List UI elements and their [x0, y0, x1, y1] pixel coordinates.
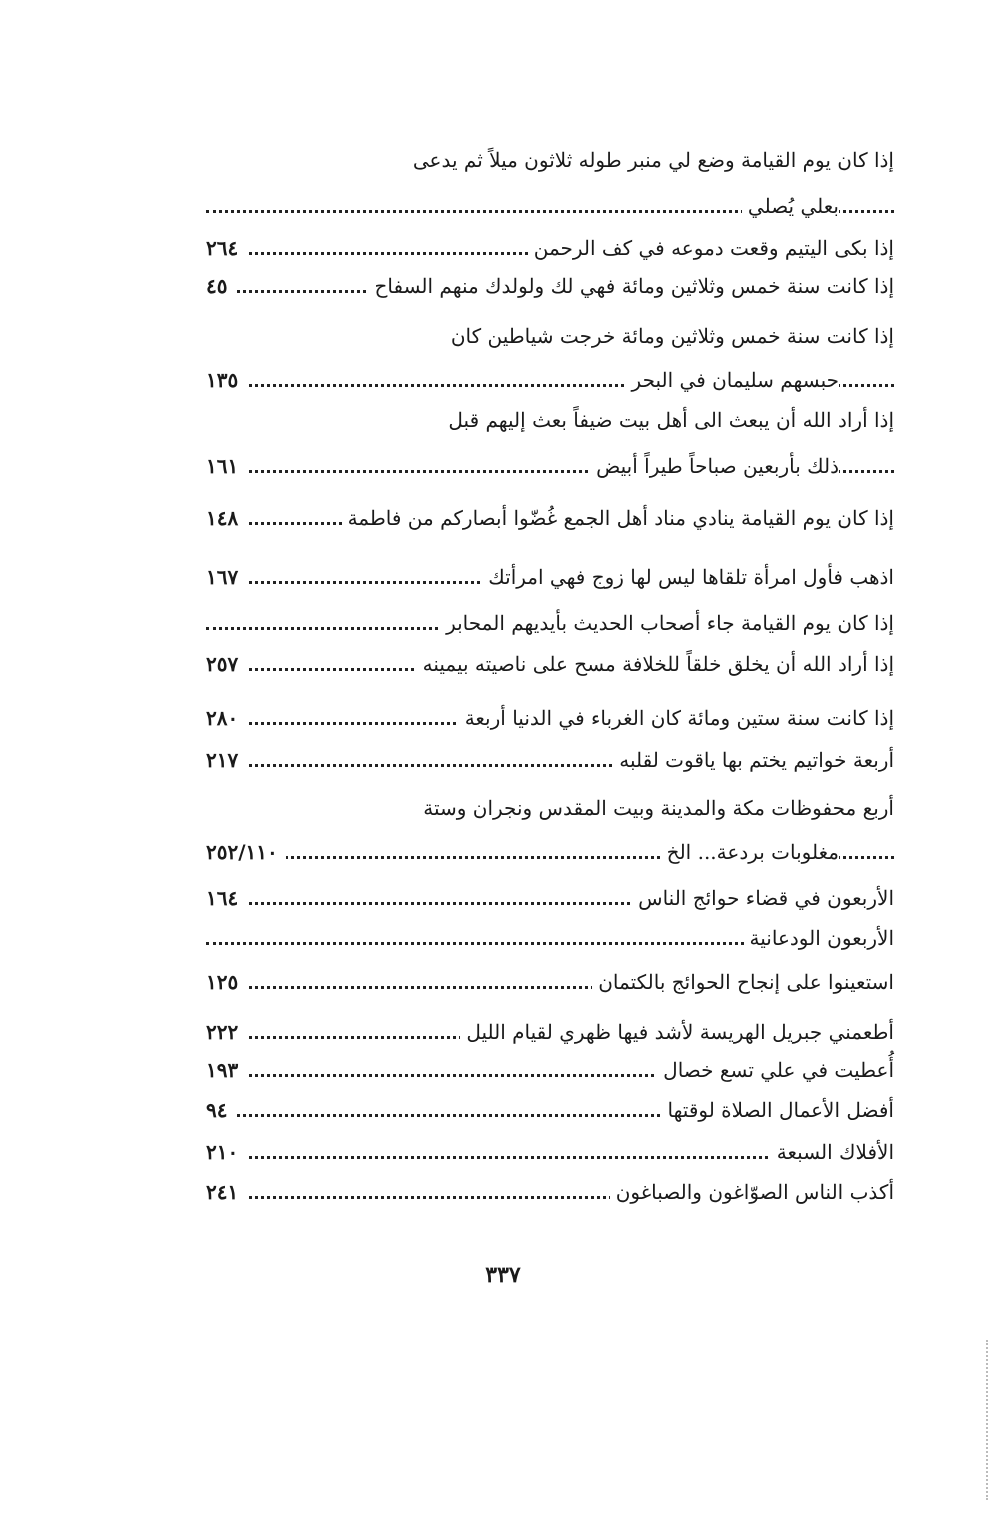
page-reference: ٢٥٢/١١٠ — [206, 838, 286, 866]
page-reference: ١٢٥ — [206, 968, 246, 996]
entry-line — [206, 1012, 894, 1052]
entry-line — [206, 962, 894, 1002]
page-reference: ٩٤ — [206, 1096, 235, 1124]
page-reference: ١٦٤ — [206, 884, 246, 912]
entry-line — [206, 140, 894, 180]
entry-line — [206, 698, 894, 738]
entry-line — [206, 557, 894, 597]
entry-line — [206, 1132, 894, 1172]
entry-text: أكذب الناس الصوّاغون والصباغون — [610, 1178, 894, 1206]
entry-text: مغلوبات بردعة... الخ — [661, 838, 839, 866]
page-reference: ١٤٨ — [206, 504, 246, 532]
entry-line — [206, 788, 894, 828]
entry-line — [206, 740, 894, 780]
entry-line — [206, 266, 894, 306]
entry-text: إذا كان يوم القيامة وضع لي منبر طوله ثلاثون ميلاً ثم يدعى — [407, 146, 894, 174]
entry-continuation-line — [206, 446, 894, 486]
entry-text: إذا كانت سنة خمس وثلاثين ومائة خرجت شياطين كان — [445, 322, 894, 350]
entry-text: إذا كانت سنة ستين ومائة كان الغرباء في الدنيا أربعة — [459, 704, 894, 732]
entry-text: استعينوا على إنجاح الحوائج بالكتمان — [592, 968, 894, 996]
entry-text: الأفلاك السبعة — [771, 1138, 894, 1166]
entry-text: أفضل الأعمال الصلاة لوقتها — [661, 1096, 894, 1124]
entry-text: الأربعون الودعانية — [744, 924, 894, 952]
entry-continuation-line — [206, 186, 894, 226]
page-reference: ٢٥٧ — [206, 650, 246, 678]
entry-text: الأربعون في قضاء حوائج الناس — [632, 884, 894, 912]
entry-text: أُعطيت في علي تسع خصال — [657, 1056, 894, 1084]
entry-line — [206, 1090, 894, 1130]
page-reference: ٤٥ — [206, 272, 235, 300]
entry-line — [206, 400, 894, 440]
entry-line — [206, 1050, 894, 1090]
entry-text: اذهب فأول امرأة تلقاها ليس لها زوج فهي امرأتك — [482, 563, 894, 591]
entry-line — [206, 603, 894, 643]
entry-text: أربعة خواتيم يختم بها ياقوت لقلبه — [613, 746, 894, 774]
page-reference: ٢٢٢ — [206, 1018, 246, 1046]
entry-text: بعلي يُصلي — [742, 192, 839, 220]
page-number: ٣٣٧ — [485, 1262, 521, 1288]
entry-line — [206, 1172, 894, 1212]
entry-continuation-line — [206, 360, 894, 400]
entry-continuation-line — [206, 832, 894, 872]
page-reference: ١٦١ — [206, 452, 246, 480]
entry-text: أطعمني جبريل الهريسة لأشد فيها ظهري لقيام الليل — [460, 1018, 894, 1046]
entry-line — [206, 316, 894, 356]
page-reference: ١٩٣ — [206, 1056, 246, 1084]
entry-text: أربع محفوظات مكة والمدينة وبيت المقدس ونجران وستة — [417, 794, 894, 822]
entry-line — [206, 878, 894, 918]
entry-line — [206, 228, 894, 268]
entry-text: إذا بكى اليتيم وقعت دموعه في كف الرحمن — [528, 234, 894, 262]
page-reference: ٢١٠ — [206, 1138, 246, 1166]
entry-text: إذا كان يوم القيامة ينادي مناد أهل الجمع غُضّوا أبصاركم من فاطمة — [342, 504, 894, 532]
page-reference: ١٣٥ — [206, 366, 246, 394]
entry-text: إذا كانت سنة خمس وثلاثين ومائة فهي لك ولولدك منهم السفاح — [368, 272, 894, 300]
page-reference: ٢١٧ — [206, 746, 246, 774]
page-reference: ٢٤١ — [206, 1178, 246, 1206]
entry-text: حبسهم سليمان في البحر — [626, 366, 839, 394]
entry-text: إذا كان يوم القيامة جاء أصحاب الحديث بأيديهم المحابر — [440, 609, 894, 637]
page-reference: ١٦٧ — [206, 563, 246, 591]
entry-line — [206, 918, 894, 958]
entry-text: ذلك بأربعين صباحاً طيراً أبيض — [590, 452, 839, 480]
entry-text: إذا أراد الله أن يبعث الى أهل بيت ضيفاً بعث إليهم قبل — [442, 406, 894, 434]
margin-mark — [986, 1340, 988, 1500]
page-reference: ٢٦٤ — [206, 234, 246, 262]
page-reference: ٢٨٠ — [206, 704, 246, 732]
entry-text: إذا أراد الله أن يخلق خلقاً للخلافة مسح على ناصيته بيمينه — [417, 650, 894, 678]
entry-line — [206, 498, 894, 538]
entry-line — [206, 644, 894, 684]
